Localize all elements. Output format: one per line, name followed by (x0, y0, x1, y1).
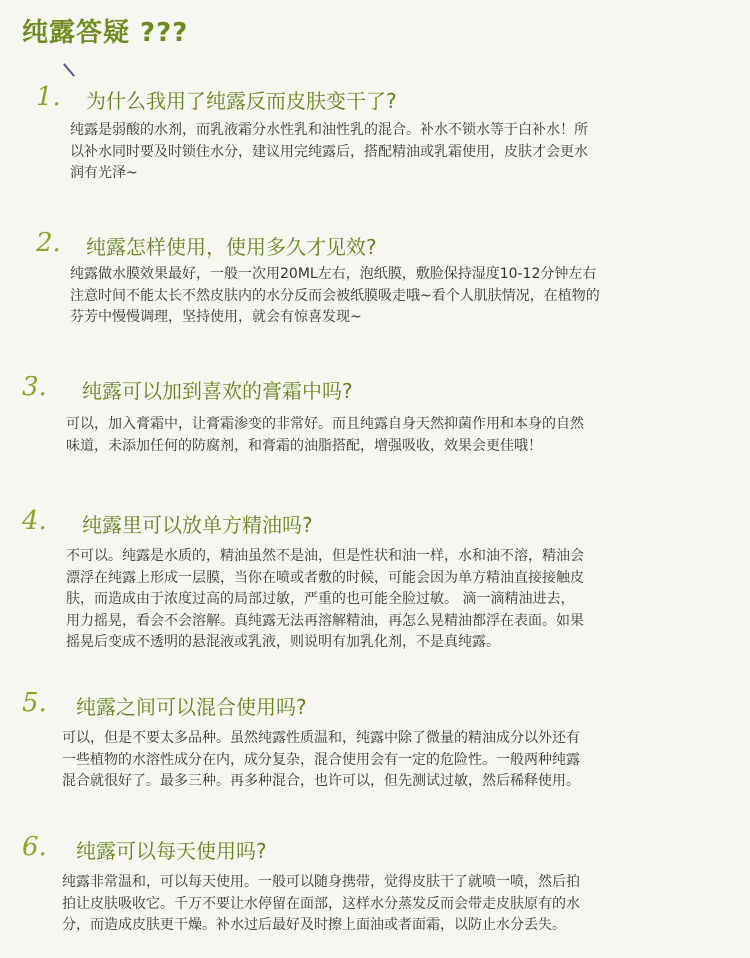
question-number: 3. (22, 372, 47, 402)
question-text: 为什么我用了纯露反而皮肤变干了? (86, 89, 397, 113)
question-text: 纯露之间可以混合使用吗? (76, 695, 307, 719)
decorative-slash (63, 63, 75, 77)
faq-item-5 (0, 688, 750, 789)
page-title: 纯露答疑 ??? (22, 18, 189, 48)
question-text: 纯露可以加到喜欢的膏霜中吗? (82, 379, 353, 403)
faq-item-2 (0, 228, 750, 325)
faq-item-4 (0, 506, 750, 650)
question-text: 纯露可以每天使用吗? (76, 839, 267, 863)
answer-text: 可以，加入膏霜中，让膏霜渗变的非常好。而且纯露自身天然抑菌作用和本身的自然 味道，未添加任何的防腐剂，和膏霜的油脂搭配，增强吸收，效果会更佳哦！ (66, 416, 584, 454)
faq-item-3 (0, 372, 750, 454)
answer-text: 纯露非常温和，可以每天使用。一般可以随身携带，觉得皮肤干了就喷一喷，然后拍 拍让皮肤吸收它。千万不要让水停留在面部，这样水分蒸发反而会带走皮肤原有的水 分，而造成皮肤更干燥。补水过后最好及时擦上面油或者面霜，以防止水分丢失。 (62, 874, 580, 933)
question-number: 1. (36, 82, 61, 112)
answer-text: 纯露是弱酸的水剂，而乳液霜分水性乳和油性乳的混合。补水不锁水等于白补水！所 以补水同时要及时锁住水分，建议用完纯露后，搭配精油或乳霜使用，皮肤才会更水 润有光泽~ (70, 122, 588, 181)
answer-text: 纯露做水膜效果最好，一般一次用20ML左右，泡纸膜，敷脸保持湿度10-12分钟左右 注意时间不能太长不然皮肤内的水分反而会被纸膜吸走哦~看个人肌肤情况，在植物的 芬芳中慢慢调理，坚持使用，就会有惊喜发现~ (70, 266, 600, 325)
question-text: 纯露怎样使用，使用多久才见效? (86, 235, 377, 259)
faq-item-1 (0, 82, 750, 181)
answer-text: 可以，但是不要太多品种。虽然纯露性质温和，纯露中除了微量的精油成分以外还有 一些植物的水溶性成分在内，成分复杂，混合使用会有一定的危险性。一般两种纯露 混合就很好了。最多三种。再多种混合，也许可以，但先测试过敏，然后稀释使用。 (62, 730, 580, 789)
question-text: 纯露里可以放单方精油吗? (82, 513, 313, 537)
question-number: 2. (36, 228, 61, 258)
question-number: 4. (22, 506, 47, 536)
faq-item-6 (0, 832, 750, 933)
question-number: 6. (22, 832, 47, 862)
question-number: 5. (22, 688, 47, 718)
answer-text: 不可以。纯露是水质的，精油虽然不是油，但是性状和油一样，水和油不溶，精油会 漂浮在纯露上形成一层膜，当你在喷或者敷的时候，可能会因为单方精油直接接触皮 肤，而造成由于浓度过高的局部过敏，严重的也可能全脸过敏。 滴一滴精油进去， 用力摇晃，看会不会溶解。真纯露无法再溶解精油，再怎么晃精油都浮在表面。如果 摇晃后变成不透明的悬混液或乳液，则说明有加乳化剂，不是真纯露。 (66, 548, 584, 650)
